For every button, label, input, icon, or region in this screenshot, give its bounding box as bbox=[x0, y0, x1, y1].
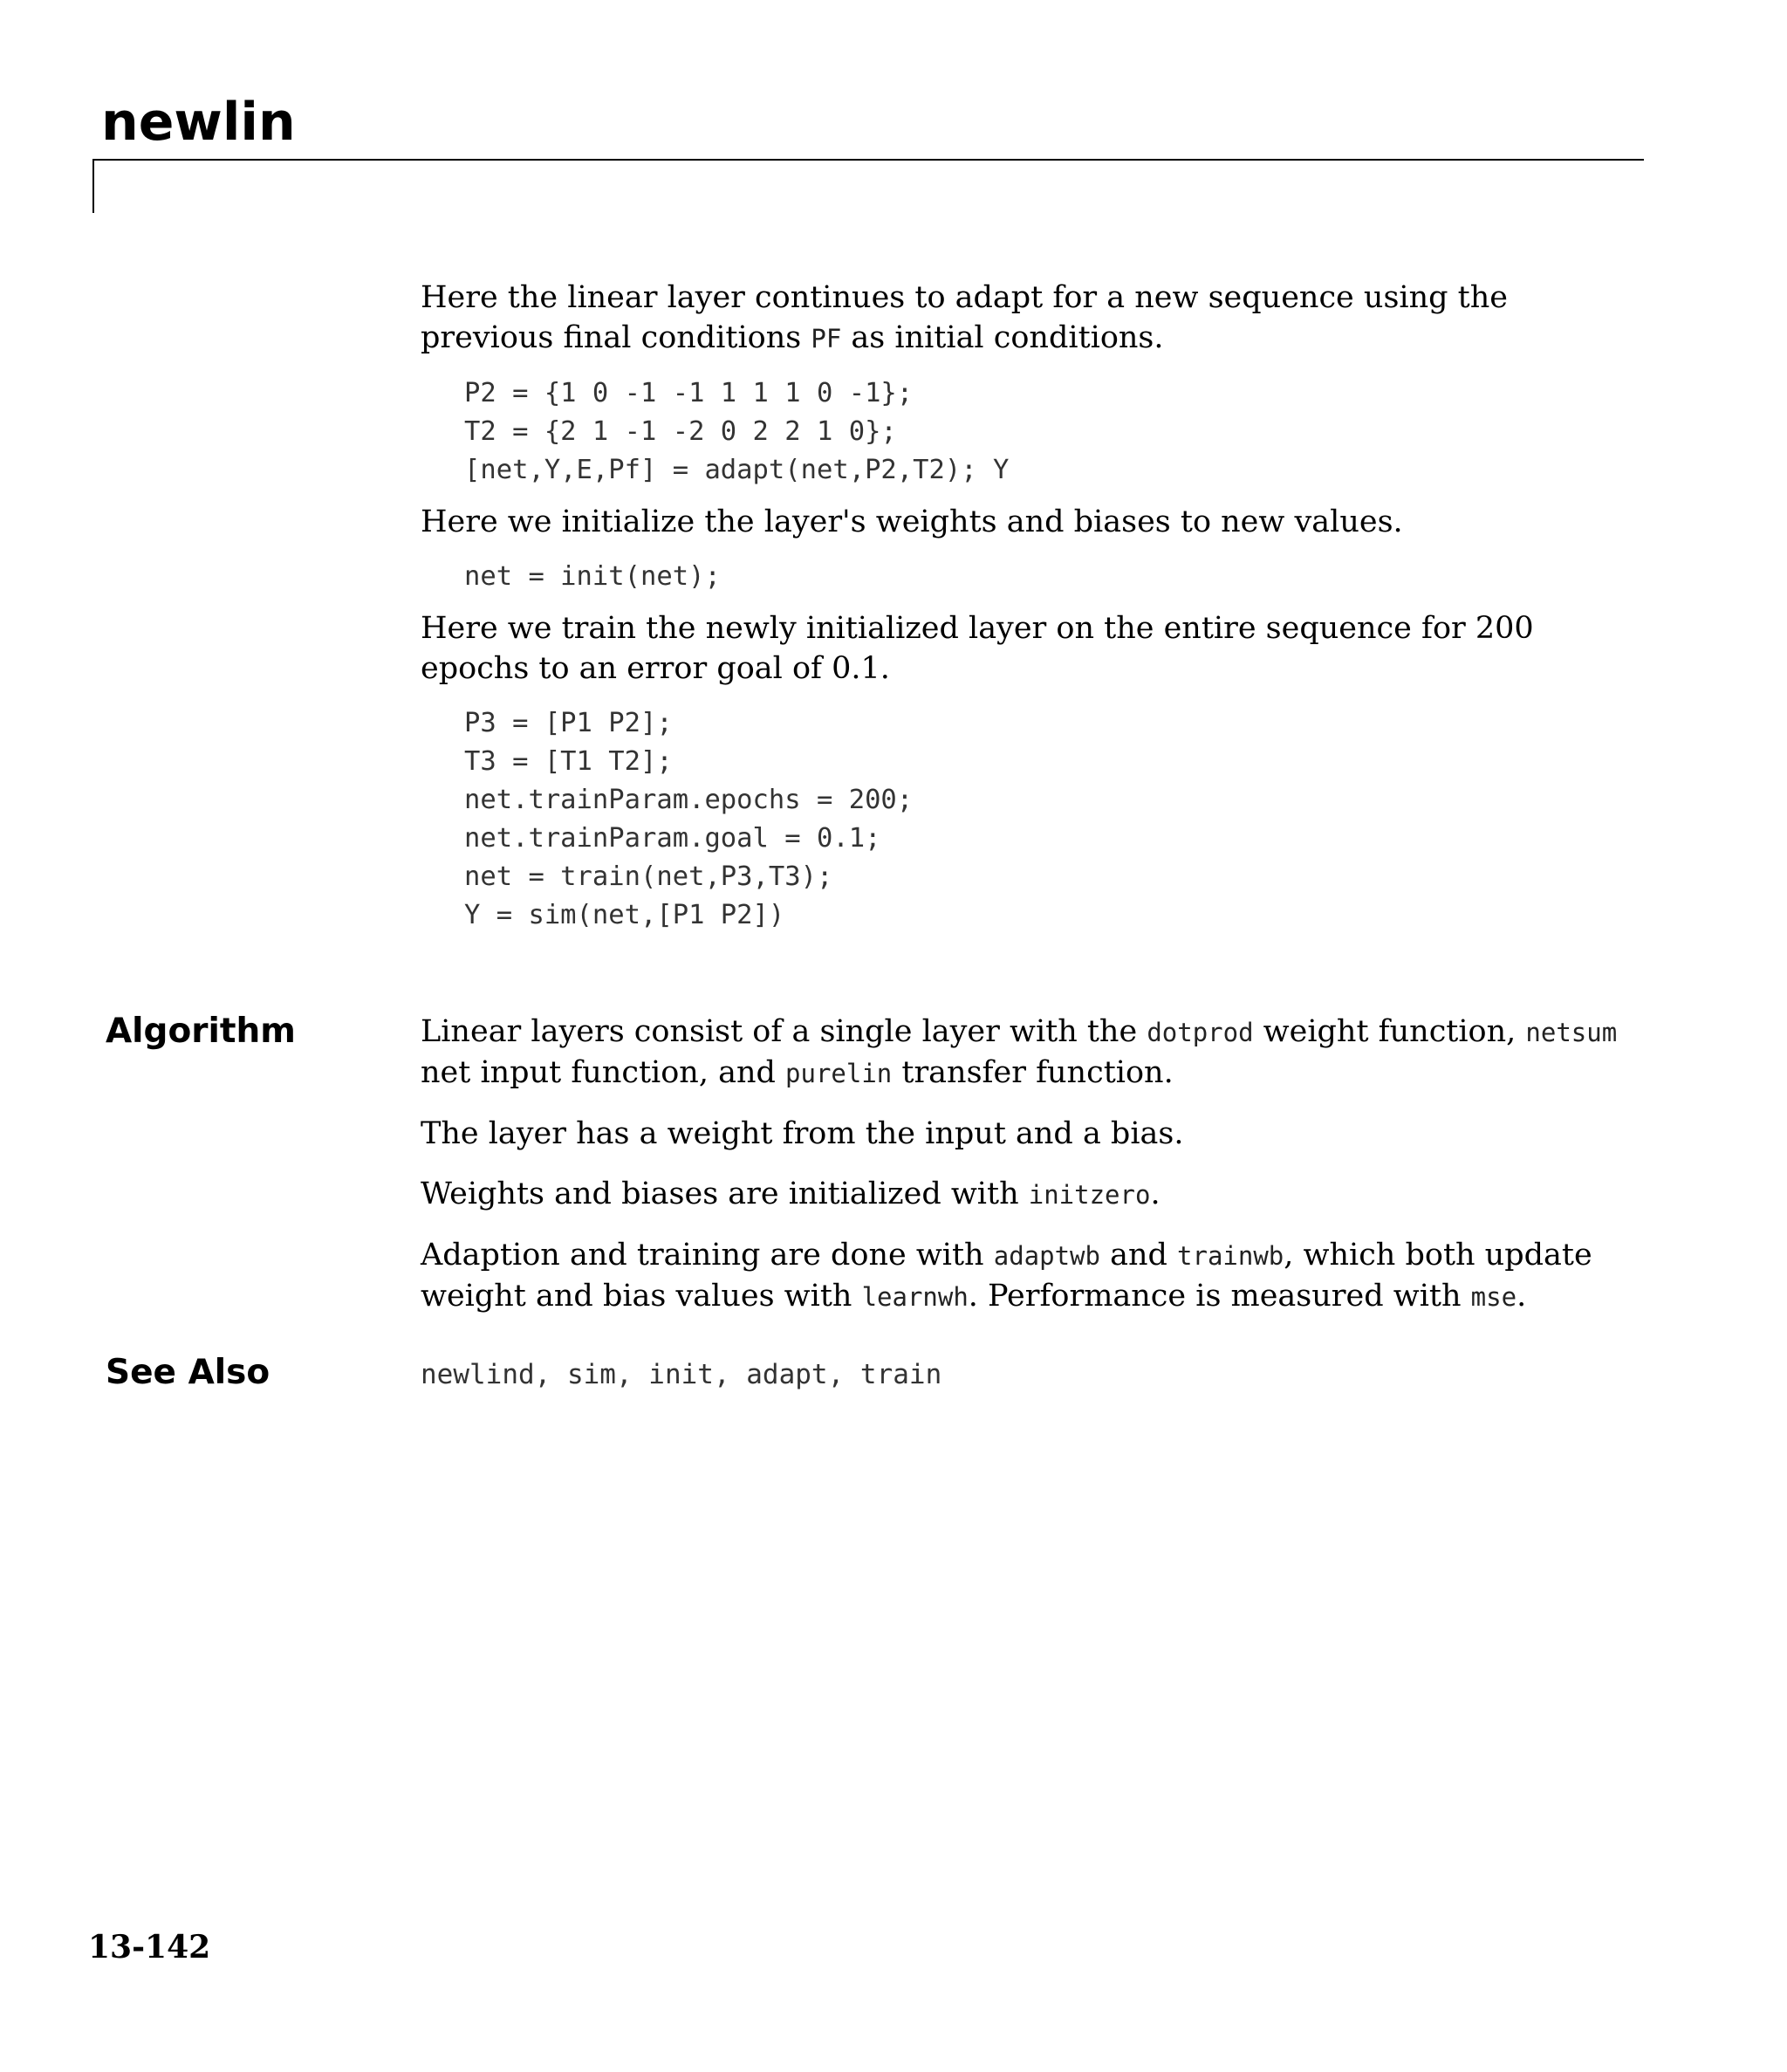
code-line: net.trainParam.goal = 0.1; bbox=[464, 823, 881, 854]
code-line: [net,Y,E,Pf] = adapt(net,P2,T2); Y bbox=[464, 455, 1010, 485]
algorithm-paragraph-2: The layer has a weight from the input and a bias. bbox=[421, 1116, 1184, 1151]
header-rule-vertical bbox=[92, 159, 94, 213]
see-also-list: newlind, sim, init, adapt, train bbox=[421, 1359, 942, 1390]
code-block-2 bbox=[421, 558, 1625, 596]
code-line: T2 = {2 1 -1 -2 0 2 2 1 0}; bbox=[464, 416, 897, 447]
example-content bbox=[421, 278, 1625, 935]
code-block-3 bbox=[421, 704, 1625, 935]
code-block-1 bbox=[421, 374, 1625, 490]
header-rule-horizontal bbox=[92, 159, 1644, 161]
code-line: P2 = {1 0 -1 -1 1 1 1 0 -1}; bbox=[464, 378, 914, 408]
intro-paragraph-1: Here the linear layer continues to adapt for a new sequence using the previous final conditions PF as initial conditions. bbox=[421, 280, 1508, 355]
see-also-heading: See Also bbox=[106, 1353, 270, 1392]
inline-code-adaptwb: adaptwb bbox=[993, 1241, 1100, 1271]
page-number: 13-142 bbox=[88, 1929, 211, 1966]
inline-code-dotprod: dotprod bbox=[1147, 1018, 1254, 1047]
intro-paragraph-2: Here we initialize the layer's weights and biases to new values. bbox=[421, 504, 1403, 539]
code-line: net = train(net,P3,T3); bbox=[464, 861, 833, 892]
algorithm-body bbox=[421, 1012, 1625, 1317]
code-line: T3 = [T1 T2]; bbox=[464, 746, 673, 777]
algorithm-paragraph-3: Weights and biases are initialized with initzero. bbox=[421, 1177, 1161, 1211]
inline-code-netsum: netsum bbox=[1525, 1018, 1618, 1047]
algorithm-paragraph-1: Linear layers consist of a single layer with the dotprod weight function, netsum net input function, and purelin transfer function. bbox=[421, 1014, 1618, 1090]
code-line: net.trainParam.epochs = 200; bbox=[464, 785, 914, 815]
algorithm-heading: Algorithm bbox=[106, 1012, 296, 1051]
inline-code-mse: mse bbox=[1470, 1282, 1517, 1312]
inline-code-initzero: initzero bbox=[1028, 1180, 1151, 1210]
inline-code-trainwb: trainwb bbox=[1177, 1241, 1284, 1271]
page-title: newlin bbox=[101, 92, 296, 153]
inline-code-learnwh: learnwh bbox=[861, 1282, 969, 1312]
intro-paragraph-3: Here we train the newly initialized layer on the entire sequence for 200 epochs to an error goal of 0.1. bbox=[421, 611, 1534, 686]
see-also-body bbox=[421, 1353, 1625, 1395]
code-line: Y = sim(net,[P1 P2]) bbox=[464, 900, 785, 930]
code-line: net = init(net); bbox=[464, 561, 721, 592]
inline-code-purelin: purelin bbox=[785, 1059, 893, 1088]
code-line: P3 = [P1 P2]; bbox=[464, 708, 673, 738]
inline-code-pf: PF bbox=[811, 324, 842, 353]
algorithm-paragraph-4: Adaption and training are done with adaptwb and trainwb, which both update weight and bias values with learnwh. Performance is measured with mse. bbox=[421, 1238, 1592, 1314]
